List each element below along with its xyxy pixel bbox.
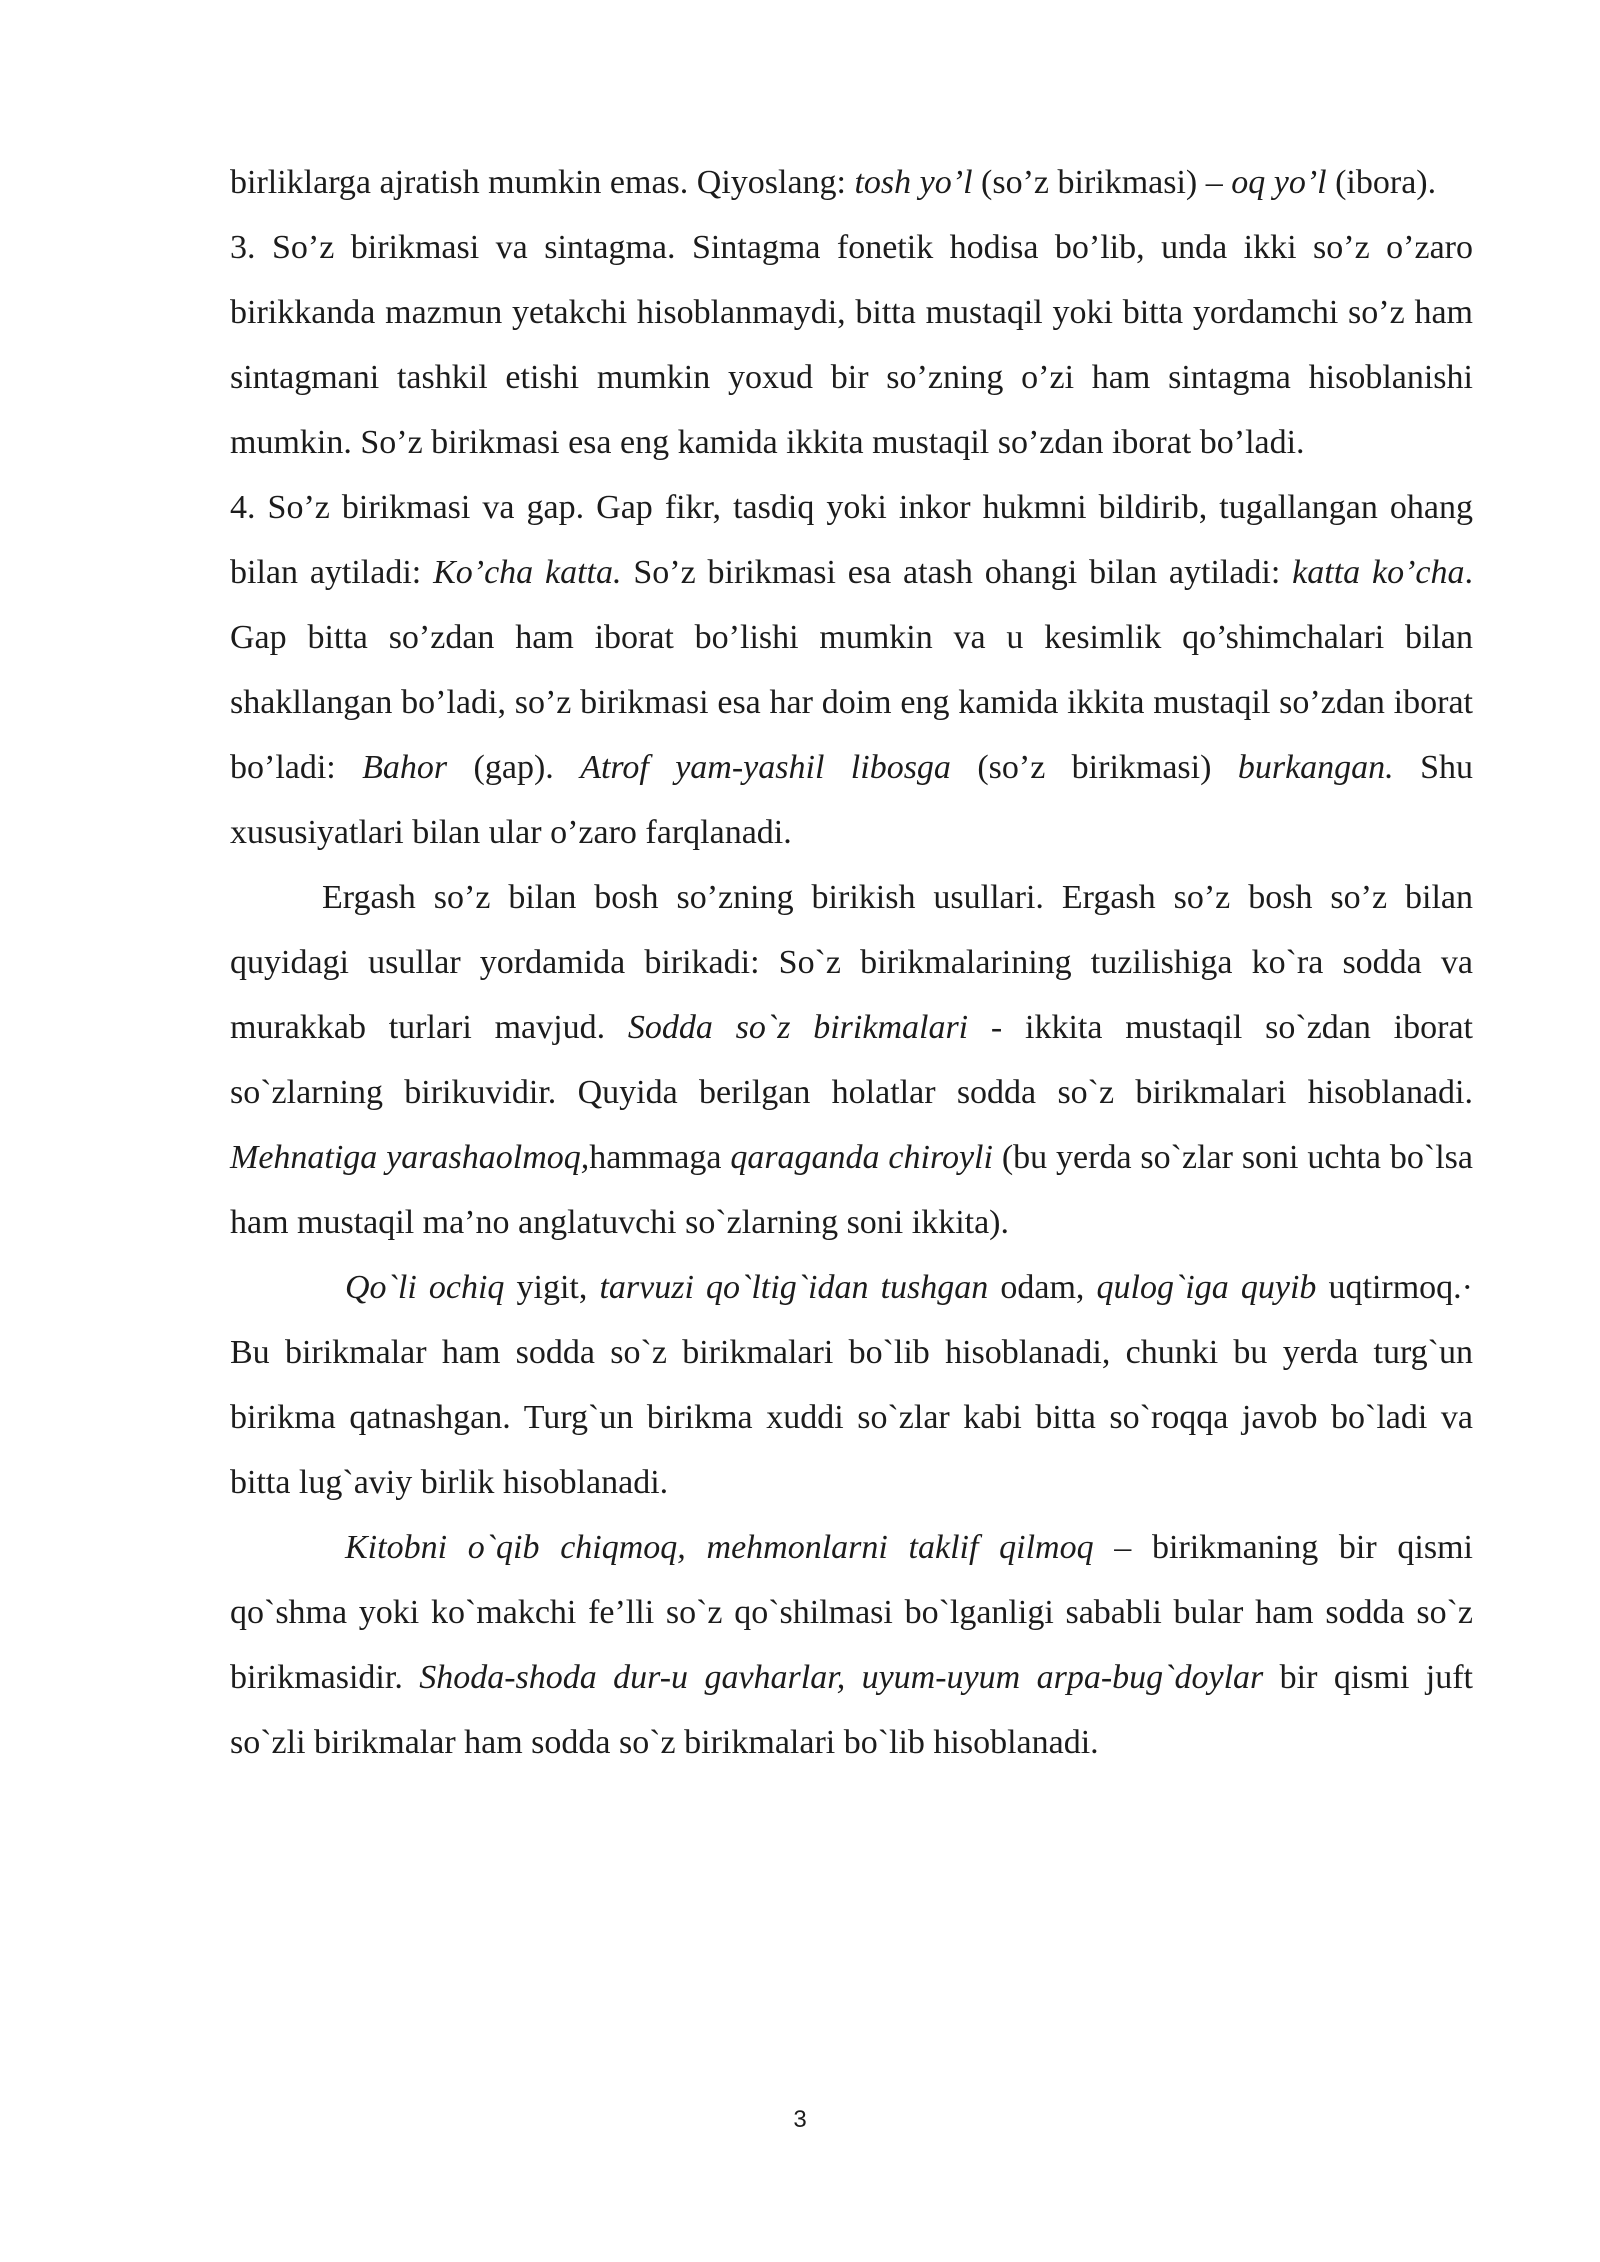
paragraph-5 — [230, 1255, 1473, 1515]
italic-term: oq yo’l — [1231, 164, 1327, 201]
italic-term: Qo`li ochiq — [345, 1269, 505, 1306]
italic-term: Atrof yam-yashil libosga — [580, 749, 951, 786]
italic-term: Mehnatiga yarashaolmoq, — [230, 1139, 590, 1176]
text-run: birliklarga ajratish mumkin emas. Qiyoslang: — [230, 164, 855, 201]
italic-term: burkangan. — [1237, 749, 1394, 786]
paragraph-1 — [230, 150, 1473, 215]
text-run: odam, — [988, 1269, 1097, 1306]
italic-term: katta ko’cha — [1292, 554, 1465, 591]
paragraph-4 — [230, 865, 1473, 1255]
text-run: 4. So’z birikmasi va gap. Gap fikr, tasdiq yoki inkor hukmni bildirib, tugallangan ohang bilan aytiladi: — [230, 489, 1473, 591]
text-run: (bu yerda so`zlar soni uchta bo`lsa ham mustaqil ma’no anglatuvchi so`zlarning soni ikkita). — [230, 1139, 1473, 1241]
text-run: 3. So’z birikmasi va sintagma. Sintagma fonetik hodisa bo’lib, unda ikki so’z o’zaro birikkanda mazmun yetakchi hisoblanmaydi, bitta mustaqil yoki bitta yordamchi so’z ham sintagmani tashkil etishi mumkin yoxud bir so’zning o’zi ham sintagma hisoblanishi mumkin. So’z birikmasi esa eng kamida ikkita mustaqil so’zdan iborat bo’ladi. — [230, 229, 1473, 461]
text-run: (gap). — [447, 749, 581, 786]
paragraph-6 — [230, 1515, 1473, 1775]
text-run: - ikkita mustaqil so`zdan iborat so`zlarning birikuvidir. Quyida berilgan holatlar sodda so`z birikmalari hisoblanadi. — [230, 1009, 1473, 1111]
italic-term: qaraganda chiroyli — [730, 1139, 993, 1176]
text-run: – birikmaning bir qismi qo`shma yoki ko`makchi fe’lli so`z qo`shilmasi bo`lganligi sababli bular ham sodda so`z birikmasidir. — [230, 1529, 1473, 1696]
text-run: yigit, — [504, 1269, 600, 1306]
italic-term: Kitobni o`qib chiqmoq, mehmonlarni taklif qilmoq — [345, 1529, 1094, 1566]
italic-term: Shoda-shoda dur-u gavharlar, uyum-uyum arpa-bug`doylar — [419, 1659, 1264, 1696]
text-run: (ibora). — [1326, 164, 1437, 201]
text-run: Shu xususiyatlari bilan ular o’zaro farqlanadi. — [230, 749, 1473, 851]
text-run: So’z birikmasi esa atash ohangi bilan aytiladi: — [621, 554, 1293, 591]
text-run: (so’z birikmasi) — [950, 749, 1238, 786]
document-body — [230, 150, 1473, 1775]
italic-term: Ko’cha katta. — [433, 554, 622, 591]
text-run: uqtirmoq.· Bu birikmalar ham sodda so`z birikmalari bo`lib hisoblanadi, chunki bu yerda turg`un birikma qatnashgan. Turg`un birikma xuddi so`zlar kabi bitta so`roqqa javob bo`ladi va bitta lug`aviy birlik hisoblanadi. — [230, 1269, 1473, 1501]
italic-term: Bahor — [362, 749, 448, 786]
italic-term: qulog`iga quyib — [1096, 1269, 1317, 1306]
text-run: . Gap bitta so’zdan ham iborat bo’lishi mumkin va u kesimlik qo’shimchalari bilan shakllangan bo’ladi, so’z birikmasi esa har doim eng kamida ikkita mustaqil so’zdan iborat bo’ladi: — [230, 554, 1473, 786]
paragraph-3 — [230, 475, 1473, 865]
text-run: bir qismi juft so`zli birikmalar ham sodda so`z birikmalari bo`lib hisoblanadi. — [230, 1659, 1473, 1761]
paragraph-2 — [230, 215, 1473, 475]
text-run: (so’z birikmasi) – — [972, 164, 1232, 201]
page-number: 3 — [793, 2106, 807, 2133]
italic-term: tarvuzi qo`ltig`idan tushgan — [599, 1269, 989, 1306]
italic-term: Sodda so`z birikmalari — [627, 1009, 969, 1046]
text-run: hammaga — [589, 1139, 731, 1176]
italic-term: tosh yo’l — [854, 164, 973, 201]
text-run: Ergash so’z bilan bosh so’zning birikish usullari. Ergash so’z bosh so’z bilan quyidagi usullar yordamida birikadi: So`z birikmalarining tuzilishiga ko`ra sodda va murakkab turlari mavjud. — [230, 879, 1473, 1046]
